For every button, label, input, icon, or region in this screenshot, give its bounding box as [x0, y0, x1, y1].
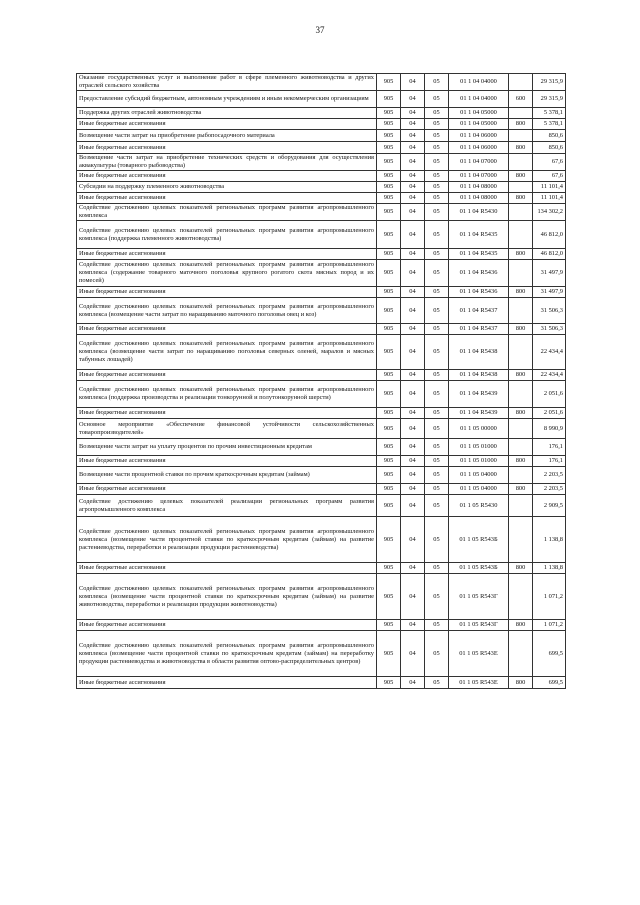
subsection-code: 05: [425, 193, 449, 204]
target-article: 01 1 05 R543Г: [449, 574, 509, 620]
section-code: 04: [401, 154, 425, 171]
ministry-code: 905: [377, 484, 401, 495]
table-row: [77, 370, 566, 381]
target-article: 01 1 04 R5439: [449, 408, 509, 419]
row-name: Содействие достижению целевых показателей региональных программ развития агропромышленного комплекса (поддержка племенного животноводства): [77, 221, 377, 249]
expense-type: 800: [509, 563, 533, 574]
row-name: Иные бюджетные ассигнования: [77, 408, 377, 419]
target-article: 01 1 04 R5436: [449, 287, 509, 298]
row-name: Возмещение части затрат на приобретение технических средств и оборудования для осуществления аквакультуры (товарного рыбоводства): [77, 154, 377, 171]
ministry-code: 905: [377, 171, 401, 182]
table-row: [77, 142, 566, 154]
section-code: 04: [401, 495, 425, 517]
amount: 31 506,3: [533, 324, 566, 335]
subsection-code: 05: [425, 631, 449, 677]
amount: 1 071,2: [533, 574, 566, 620]
expense-type: [509, 335, 533, 370]
table-row: [77, 91, 566, 108]
table-row: [77, 204, 566, 221]
row-name: Предоставление субсидий бюджетным, автономным учреждениям и иным некоммерческим организациям: [77, 91, 377, 108]
expense-type: 800: [509, 287, 533, 298]
subsection-code: 05: [425, 381, 449, 408]
expense-type: 800: [509, 324, 533, 335]
row-name: Содействие достижению целевых показателей региональных программ развития агропромышленного комплекса (содержание товарного маточного поголовья крупного рогатого скота мясных пород и их помесей): [77, 260, 377, 287]
section-code: 04: [401, 182, 425, 193]
row-name: Возмещение части затрат на приобретение рыбопосадочного материала: [77, 130, 377, 142]
subsection-code: 05: [425, 287, 449, 298]
expense-type: [509, 130, 533, 142]
row-name: Субсидии на поддержку племенного животноводства: [77, 182, 377, 193]
table-row: [77, 260, 566, 287]
expense-type: [509, 419, 533, 439]
target-article: 01 1 04 07000: [449, 154, 509, 171]
subsection-code: 05: [425, 74, 449, 91]
section-code: 04: [401, 119, 425, 130]
target-article: 01 1 04 R5437: [449, 298, 509, 324]
table-row: [77, 171, 566, 182]
amount: 176,1: [533, 456, 566, 467]
row-name: Основное мероприятие «Обеспечение финансовой устойчивости сельскохозяйственных товаропроизводителей»: [77, 419, 377, 439]
expense-type: 800: [509, 620, 533, 631]
target-article: 01 1 05 04000: [449, 484, 509, 495]
subsection-code: 05: [425, 249, 449, 260]
ministry-code: 905: [377, 260, 401, 287]
amount: 31 497,9: [533, 287, 566, 298]
ministry-code: 905: [377, 439, 401, 456]
ministry-code: 905: [377, 408, 401, 419]
table-row: [77, 408, 566, 419]
expense-type: [509, 574, 533, 620]
subsection-code: 05: [425, 108, 449, 119]
amount: 11 101,4: [533, 182, 566, 193]
subsection-code: 05: [425, 439, 449, 456]
target-article: 01 1 04 R5439: [449, 381, 509, 408]
amount: 850,6: [533, 130, 566, 142]
expense-type: 800: [509, 142, 533, 154]
subsection-code: 05: [425, 370, 449, 381]
target-article: 01 1 05 04000: [449, 467, 509, 484]
ministry-code: 905: [377, 119, 401, 130]
subsection-code: 05: [425, 91, 449, 108]
ministry-code: 905: [377, 249, 401, 260]
ministry-code: 905: [377, 287, 401, 298]
ministry-code: 905: [377, 381, 401, 408]
ministry-code: 905: [377, 182, 401, 193]
expense-type: [509, 439, 533, 456]
expense-type: 800: [509, 193, 533, 204]
amount: 11 101,4: [533, 193, 566, 204]
section-code: 04: [401, 620, 425, 631]
expense-type: [509, 298, 533, 324]
amount: 67,6: [533, 154, 566, 171]
target-article: 01 1 04 06000: [449, 130, 509, 142]
table-row: [77, 221, 566, 249]
ministry-code: 905: [377, 495, 401, 517]
subsection-code: 05: [425, 260, 449, 287]
section-code: 04: [401, 563, 425, 574]
target-article: 01 1 04 04000: [449, 74, 509, 91]
amount: 1 071,2: [533, 620, 566, 631]
target-article: 01 1 04 R5435: [449, 249, 509, 260]
table-row: [77, 193, 566, 204]
row-name: Иные бюджетные ассигнования: [77, 370, 377, 381]
section-code: 04: [401, 204, 425, 221]
ministry-code: 905: [377, 130, 401, 142]
table-row: [77, 381, 566, 408]
target-article: 01 1 04 06000: [449, 142, 509, 154]
amount: 2 203,5: [533, 467, 566, 484]
table-row: [77, 574, 566, 620]
amount: 5 378,1: [533, 108, 566, 119]
subsection-code: 05: [425, 620, 449, 631]
row-name: Иные бюджетные ассигнования: [77, 119, 377, 130]
amount: 22 434,4: [533, 335, 566, 370]
table-row: [77, 182, 566, 193]
table-row: [77, 484, 566, 495]
section-code: 04: [401, 221, 425, 249]
target-article: 01 1 04 R5430: [449, 204, 509, 221]
amount: 46 812,0: [533, 221, 566, 249]
ministry-code: 905: [377, 620, 401, 631]
ministry-code: 905: [377, 419, 401, 439]
amount: 31 506,3: [533, 298, 566, 324]
expense-type: [509, 260, 533, 287]
table-row: [77, 495, 566, 517]
row-name: Содействие достижению целевых показателей региональных программ развития агропромышленного комплекса (поддержка производства и реализации тонкорунной и полутонкорунной шерсти): [77, 381, 377, 408]
table-row: [77, 563, 566, 574]
section-code: 04: [401, 324, 425, 335]
subsection-code: 05: [425, 324, 449, 335]
subsection-code: 05: [425, 335, 449, 370]
amount: 2 203,5: [533, 484, 566, 495]
expense-type: 800: [509, 456, 533, 467]
expense-type: [509, 381, 533, 408]
amount: 2 051,6: [533, 381, 566, 408]
subsection-code: 05: [425, 563, 449, 574]
row-name: Иные бюджетные ассигнования: [77, 620, 377, 631]
subsection-code: 05: [425, 495, 449, 517]
table-row: [77, 130, 566, 142]
subsection-code: 05: [425, 154, 449, 171]
amount: 699,5: [533, 631, 566, 677]
subsection-code: 05: [425, 171, 449, 182]
section-code: 04: [401, 260, 425, 287]
section-code: 04: [401, 91, 425, 108]
ministry-code: 905: [377, 154, 401, 171]
target-article: 01 1 04 04000: [449, 91, 509, 108]
row-name: Содействие достижению целевых показателей региональных программ развития агропромышленного комплекса (возмещение части процентной ставки по краткосрочным кредитам (займам) на развитие животноводства, переработки и реализации продукции животноводства): [77, 574, 377, 620]
table-row: [77, 249, 566, 260]
table-row: [77, 108, 566, 119]
section-code: 04: [401, 456, 425, 467]
section-code: 04: [401, 298, 425, 324]
ministry-code: 905: [377, 221, 401, 249]
target-article: 01 1 05 R543Б: [449, 517, 509, 563]
section-code: 04: [401, 335, 425, 370]
subsection-code: 05: [425, 204, 449, 221]
target-article: 01 1 05 R543Е: [449, 631, 509, 677]
subsection-code: 05: [425, 419, 449, 439]
row-name: Содействие достижению целевых показателей региональных программ развития агропромышленного комплекса (возмещение части затрат по наращиванию маточного поголовья овец и коз): [77, 298, 377, 324]
table-row: [77, 298, 566, 324]
table-row: [77, 324, 566, 335]
expense-type: 800: [509, 249, 533, 260]
section-code: 04: [401, 574, 425, 620]
row-name: Оказание государственных услуг и выполнение работ в сфере племенного животноводства и других отраслей сельского хозяйства: [77, 74, 377, 91]
expense-type: [509, 221, 533, 249]
section-code: 04: [401, 677, 425, 689]
ministry-code: 905: [377, 677, 401, 689]
target-article: 01 1 04 R5435: [449, 221, 509, 249]
target-article: 01 1 04 07000: [449, 171, 509, 182]
section-code: 04: [401, 631, 425, 677]
section-code: 04: [401, 370, 425, 381]
section-code: 04: [401, 517, 425, 563]
ministry-code: 905: [377, 298, 401, 324]
subsection-code: 05: [425, 467, 449, 484]
expense-type: 800: [509, 484, 533, 495]
expense-type: [509, 467, 533, 484]
row-name: Возмещение части затрат на уплату процентов по прочим инвестиционным кредитам: [77, 439, 377, 456]
amount: 5 378,1: [533, 119, 566, 130]
row-name: Содействие достижению целевых показателей региональных программ развития агропромышленного комплекса (возмещение части процентной ставки по краткосрочным кредитам (займам) на переработку продукции растениеводства и животноводства в области развития оптово-распределительных центров): [77, 631, 377, 677]
expense-type: [509, 108, 533, 119]
table-row: [77, 74, 566, 91]
table-row: [77, 456, 566, 467]
target-article: 01 1 04 R5437: [449, 324, 509, 335]
expense-type: 800: [509, 677, 533, 689]
expense-type: 800: [509, 408, 533, 419]
section-code: 04: [401, 484, 425, 495]
target-article: 01 1 04 05000: [449, 108, 509, 119]
target-article: 01 1 04 R5438: [449, 335, 509, 370]
table-row: [77, 631, 566, 677]
ministry-code: 905: [377, 574, 401, 620]
expense-type: 800: [509, 171, 533, 182]
row-name: Возмещение части процентной ставки по прочим краткосрочным кредитам (займам): [77, 467, 377, 484]
row-name: Поддержка других отраслей животноводства: [77, 108, 377, 119]
target-article: 01 1 04 05000: [449, 119, 509, 130]
ministry-code: 905: [377, 193, 401, 204]
section-code: 04: [401, 287, 425, 298]
expense-type: [509, 631, 533, 677]
row-name: Содействие достижению целевых показателей региональных программ развития агропромышленного комплекса: [77, 204, 377, 221]
expense-type: 800: [509, 370, 533, 381]
subsection-code: 05: [425, 119, 449, 130]
row-name: Иные бюджетные ассигнования: [77, 563, 377, 574]
target-article: 01 1 05 R543Б: [449, 563, 509, 574]
subsection-code: 05: [425, 130, 449, 142]
subsection-code: 05: [425, 517, 449, 563]
amount: 29 315,9: [533, 74, 566, 91]
budget-table: [76, 73, 566, 689]
amount: 8 990,9: [533, 419, 566, 439]
section-code: 04: [401, 142, 425, 154]
subsection-code: 05: [425, 484, 449, 495]
row-name: Иные бюджетные ассигнования: [77, 677, 377, 689]
table-row: [77, 287, 566, 298]
expense-type: [509, 74, 533, 91]
subsection-code: 05: [425, 142, 449, 154]
section-code: 04: [401, 171, 425, 182]
subsection-code: 05: [425, 298, 449, 324]
amount: 1 138,8: [533, 517, 566, 563]
ministry-code: 905: [377, 204, 401, 221]
amount: 46 812,0: [533, 249, 566, 260]
section-code: 04: [401, 408, 425, 419]
section-code: 04: [401, 74, 425, 91]
target-article: 01 1 04 R5436: [449, 260, 509, 287]
amount: 699,5: [533, 677, 566, 689]
expense-type: 600: [509, 91, 533, 108]
amount: 134 302,2: [533, 204, 566, 221]
target-article: 01 1 05 R543Г: [449, 620, 509, 631]
row-name: Иные бюджетные ассигнования: [77, 324, 377, 335]
subsection-code: 05: [425, 574, 449, 620]
row-name: Иные бюджетные ассигнования: [77, 142, 377, 154]
subsection-code: 05: [425, 677, 449, 689]
budget-table-body: [77, 74, 566, 689]
section-code: 04: [401, 108, 425, 119]
section-code: 04: [401, 193, 425, 204]
table-row: [77, 467, 566, 484]
table-row: [77, 620, 566, 631]
row-name: Иные бюджетные ассигнования: [77, 171, 377, 182]
amount: 2 051,6: [533, 408, 566, 419]
amount: 176,1: [533, 439, 566, 456]
table-row: [77, 677, 566, 689]
expense-type: [509, 182, 533, 193]
target-article: 01 1 05 01000: [449, 456, 509, 467]
row-name: Иные бюджетные ассигнования: [77, 456, 377, 467]
table-row: [77, 154, 566, 171]
target-article: 01 1 04 R5438: [449, 370, 509, 381]
ministry-code: 905: [377, 74, 401, 91]
ministry-code: 905: [377, 142, 401, 154]
ministry-code: 905: [377, 456, 401, 467]
table-row: [77, 517, 566, 563]
target-article: 01 1 05 01000: [449, 439, 509, 456]
amount: 67,6: [533, 171, 566, 182]
row-name: Иные бюджетные ассигнования: [77, 193, 377, 204]
subsection-code: 05: [425, 221, 449, 249]
row-name: Иные бюджетные ассигнования: [77, 249, 377, 260]
target-article: 01 1 05 00000: [449, 419, 509, 439]
ministry-code: 905: [377, 563, 401, 574]
expense-type: [509, 204, 533, 221]
expense-type: [509, 517, 533, 563]
ministry-code: 905: [377, 324, 401, 335]
target-article: 01 1 05 R543Е: [449, 677, 509, 689]
target-article: 01 1 05 R5430: [449, 495, 509, 517]
section-code: 04: [401, 130, 425, 142]
table-row: [77, 119, 566, 130]
ministry-code: 905: [377, 91, 401, 108]
row-name: Содействие достижению целевых показателей региональных программ развития агропромышленного комплекса (возмещение части процентной ставки по краткосрочным кредитам (займам) на развитие растениеводства, переработки и реализации продукции растениеводства): [77, 517, 377, 563]
amount: 1 138,8: [533, 563, 566, 574]
section-code: 04: [401, 439, 425, 456]
amount: 2 909,5: [533, 495, 566, 517]
row-name: Содействие достижению целевых показателей реализации региональных программ развития агропромышленного комплекса: [77, 495, 377, 517]
subsection-code: 05: [425, 456, 449, 467]
expense-type: 800: [509, 119, 533, 130]
ministry-code: 905: [377, 108, 401, 119]
section-code: 04: [401, 249, 425, 260]
expense-type: [509, 154, 533, 171]
table-row: [77, 419, 566, 439]
ministry-code: 905: [377, 335, 401, 370]
ministry-code: 905: [377, 370, 401, 381]
row-name: Иные бюджетные ассигнования: [77, 484, 377, 495]
amount: 29 315,9: [533, 91, 566, 108]
target-article: 01 1 04 08000: [449, 182, 509, 193]
table-row: [77, 335, 566, 370]
section-code: 04: [401, 467, 425, 484]
subsection-code: 05: [425, 182, 449, 193]
target-article: 01 1 04 08000: [449, 193, 509, 204]
amount: 850,6: [533, 142, 566, 154]
row-name: Иные бюджетные ассигнования: [77, 287, 377, 298]
page-number: 37: [315, 25, 325, 35]
ministry-code: 905: [377, 517, 401, 563]
ministry-code: 905: [377, 631, 401, 677]
table-row: [77, 439, 566, 456]
amount: 31 497,9: [533, 260, 566, 287]
expense-type: [509, 495, 533, 517]
row-name: Содействие достижению целевых показателей региональных программ развития агропромышленного комплекса (возмещение части затрат по наращиванию поголовья северных оленей, маралов и мясных табунных лошадей): [77, 335, 377, 370]
ministry-code: 905: [377, 467, 401, 484]
section-code: 04: [401, 381, 425, 408]
amount: 22 434,4: [533, 370, 566, 381]
subsection-code: 05: [425, 408, 449, 419]
section-code: 04: [401, 419, 425, 439]
